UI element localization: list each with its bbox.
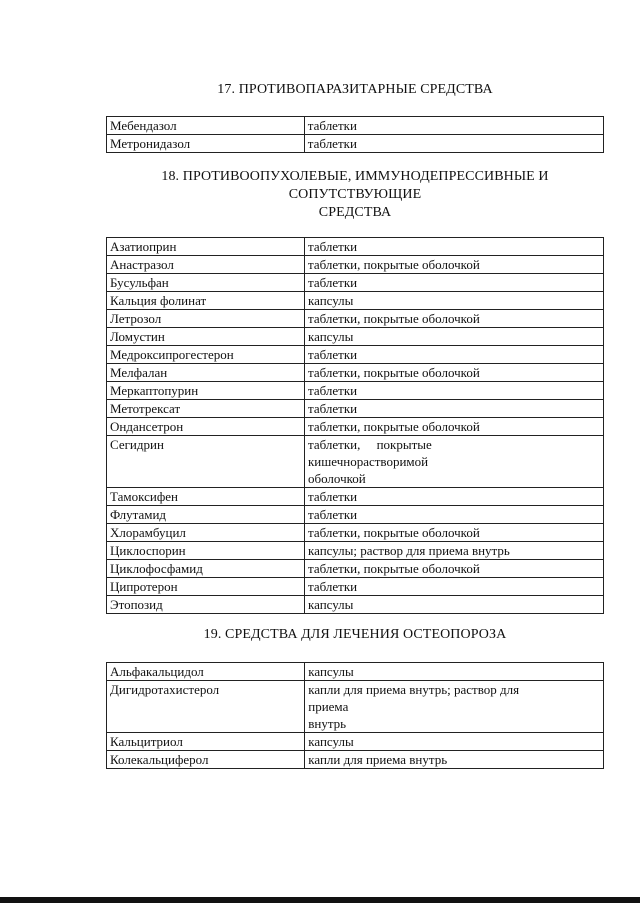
table-row xyxy=(107,346,604,364)
drug-form: капсулы; раствор для приема внутрь xyxy=(304,542,603,560)
table-row xyxy=(107,310,604,328)
drug-name: Метотрексат xyxy=(107,400,305,418)
drug-form: капли для приема внутрь xyxy=(305,751,604,769)
table-row xyxy=(107,400,604,418)
drug-name: Медроксипрогестерон xyxy=(107,346,305,364)
table-row xyxy=(107,681,604,733)
section-title-17 xyxy=(90,81,620,99)
table-row xyxy=(107,733,604,751)
table-row xyxy=(107,596,604,614)
drug-form: капсулы xyxy=(304,596,603,614)
drug-name: Летрозол xyxy=(107,310,305,328)
table-row xyxy=(107,663,604,681)
table-row xyxy=(107,524,604,542)
table-row xyxy=(107,292,604,310)
drug-name: Колекальциферол xyxy=(107,751,305,769)
drug-form: капсулы xyxy=(305,663,604,681)
drug-form-line: кишечнорастворимой xyxy=(307,454,429,469)
table-row xyxy=(107,117,604,135)
table-row xyxy=(107,274,604,292)
drug-form xyxy=(305,681,604,733)
section-title-line: СРЕДСТВА xyxy=(318,205,392,220)
section-title-line: СОПУТСТВУЮЩИЕ xyxy=(288,187,422,202)
drug-form: таблетки xyxy=(304,346,603,364)
drug-name: Азатиоприн xyxy=(107,238,305,256)
drug-name: Ломустин xyxy=(107,328,305,346)
drug-form: таблетки xyxy=(304,578,603,596)
drug-form: таблетки xyxy=(304,488,603,506)
drug-name: Циклофосфамид xyxy=(107,560,305,578)
drug-form: таблетки xyxy=(304,117,603,135)
drug-form: таблетки xyxy=(304,274,603,292)
drug-form: капсулы xyxy=(304,328,603,346)
drug-form: таблетки, покрытые оболочкой xyxy=(304,310,603,328)
table-row xyxy=(107,560,604,578)
drug-form: таблетки xyxy=(304,238,603,256)
drug-form: таблетки, покрытые оболочкой xyxy=(304,524,603,542)
drug-form: таблетки, покрытые оболочкой xyxy=(304,364,603,382)
table-row xyxy=(107,751,604,769)
drug-form: таблетки, покрытые оболочкой xyxy=(304,418,603,436)
drug-form: таблетки xyxy=(304,135,603,153)
drug-form-line: таблетки, покрытые xyxy=(307,437,432,452)
table-row xyxy=(107,364,604,382)
section-title-19 xyxy=(90,626,620,644)
drug-table-18 xyxy=(106,237,604,614)
drug-form xyxy=(304,436,603,488)
drug-form: таблетки xyxy=(304,382,603,400)
drug-name: Циклоспорин xyxy=(107,542,305,560)
section-title-18 xyxy=(90,168,620,222)
table-row xyxy=(107,382,604,400)
drug-name: Ондансетрон xyxy=(107,418,305,436)
drug-name: Флутамид xyxy=(107,506,305,524)
drug-form: таблетки xyxy=(304,400,603,418)
table-row xyxy=(107,488,604,506)
drug-form: таблетки, покрытые оболочкой xyxy=(304,560,603,578)
drug-name: Анастразол xyxy=(107,256,305,274)
drug-name: Дигидротахистерол xyxy=(107,681,305,733)
drug-name: Ципротерон xyxy=(107,578,305,596)
section-title-line: 18. ПРОТИВООПУХОЛЕВЫЕ, ИММУНОДЕПРЕССИВНЫЕ И xyxy=(161,169,549,184)
table-row xyxy=(107,238,604,256)
drug-name: Хлорамбуцил xyxy=(107,524,305,542)
drug-form: капсулы xyxy=(305,733,604,751)
drug-name: Сегидрин xyxy=(107,436,305,488)
section-title-line: 19. СРЕДСТВА ДЛЯ ЛЕЧЕНИЯ ОСТЕОПОРОЗА xyxy=(203,627,507,642)
drug-form: таблетки, покрытые оболочкой xyxy=(304,256,603,274)
drug-form-line: внутрь xyxy=(308,716,347,731)
drug-name: Альфакальцидол xyxy=(107,663,305,681)
drug-name: Бусульфан xyxy=(107,274,305,292)
drug-name: Мебендазол xyxy=(107,117,305,135)
drug-name: Кальция фолинат xyxy=(107,292,305,310)
table-row xyxy=(107,506,604,524)
drug-name: Кальцитриол xyxy=(107,733,305,751)
table-row xyxy=(107,256,604,274)
drug-form: капсулы xyxy=(304,292,603,310)
table-row xyxy=(107,436,604,488)
table-row xyxy=(107,135,604,153)
table-row xyxy=(107,542,604,560)
section-title-line: 17. ПРОТИВОПАРАЗИТАРНЫЕ СРЕДСТВА xyxy=(217,82,493,97)
drug-name: Мелфалан xyxy=(107,364,305,382)
drug-form-line: капли для приема внутрь; раствор для xyxy=(308,682,520,697)
drug-form-line: оболочкой xyxy=(307,471,366,486)
drug-name: Тамоксифен xyxy=(107,488,305,506)
table-row xyxy=(107,328,604,346)
scan-bottom-rule xyxy=(0,897,640,903)
drug-name: Метронидазол xyxy=(107,135,305,153)
table-row xyxy=(107,418,604,436)
drug-name: Меркаптопурин xyxy=(107,382,305,400)
drug-table-17 xyxy=(106,116,604,153)
table-row xyxy=(107,578,604,596)
drug-name: Этопозид xyxy=(107,596,305,614)
drug-table-19 xyxy=(106,662,604,769)
drug-form-line: приема xyxy=(308,699,349,714)
drug-form: таблетки xyxy=(304,506,603,524)
